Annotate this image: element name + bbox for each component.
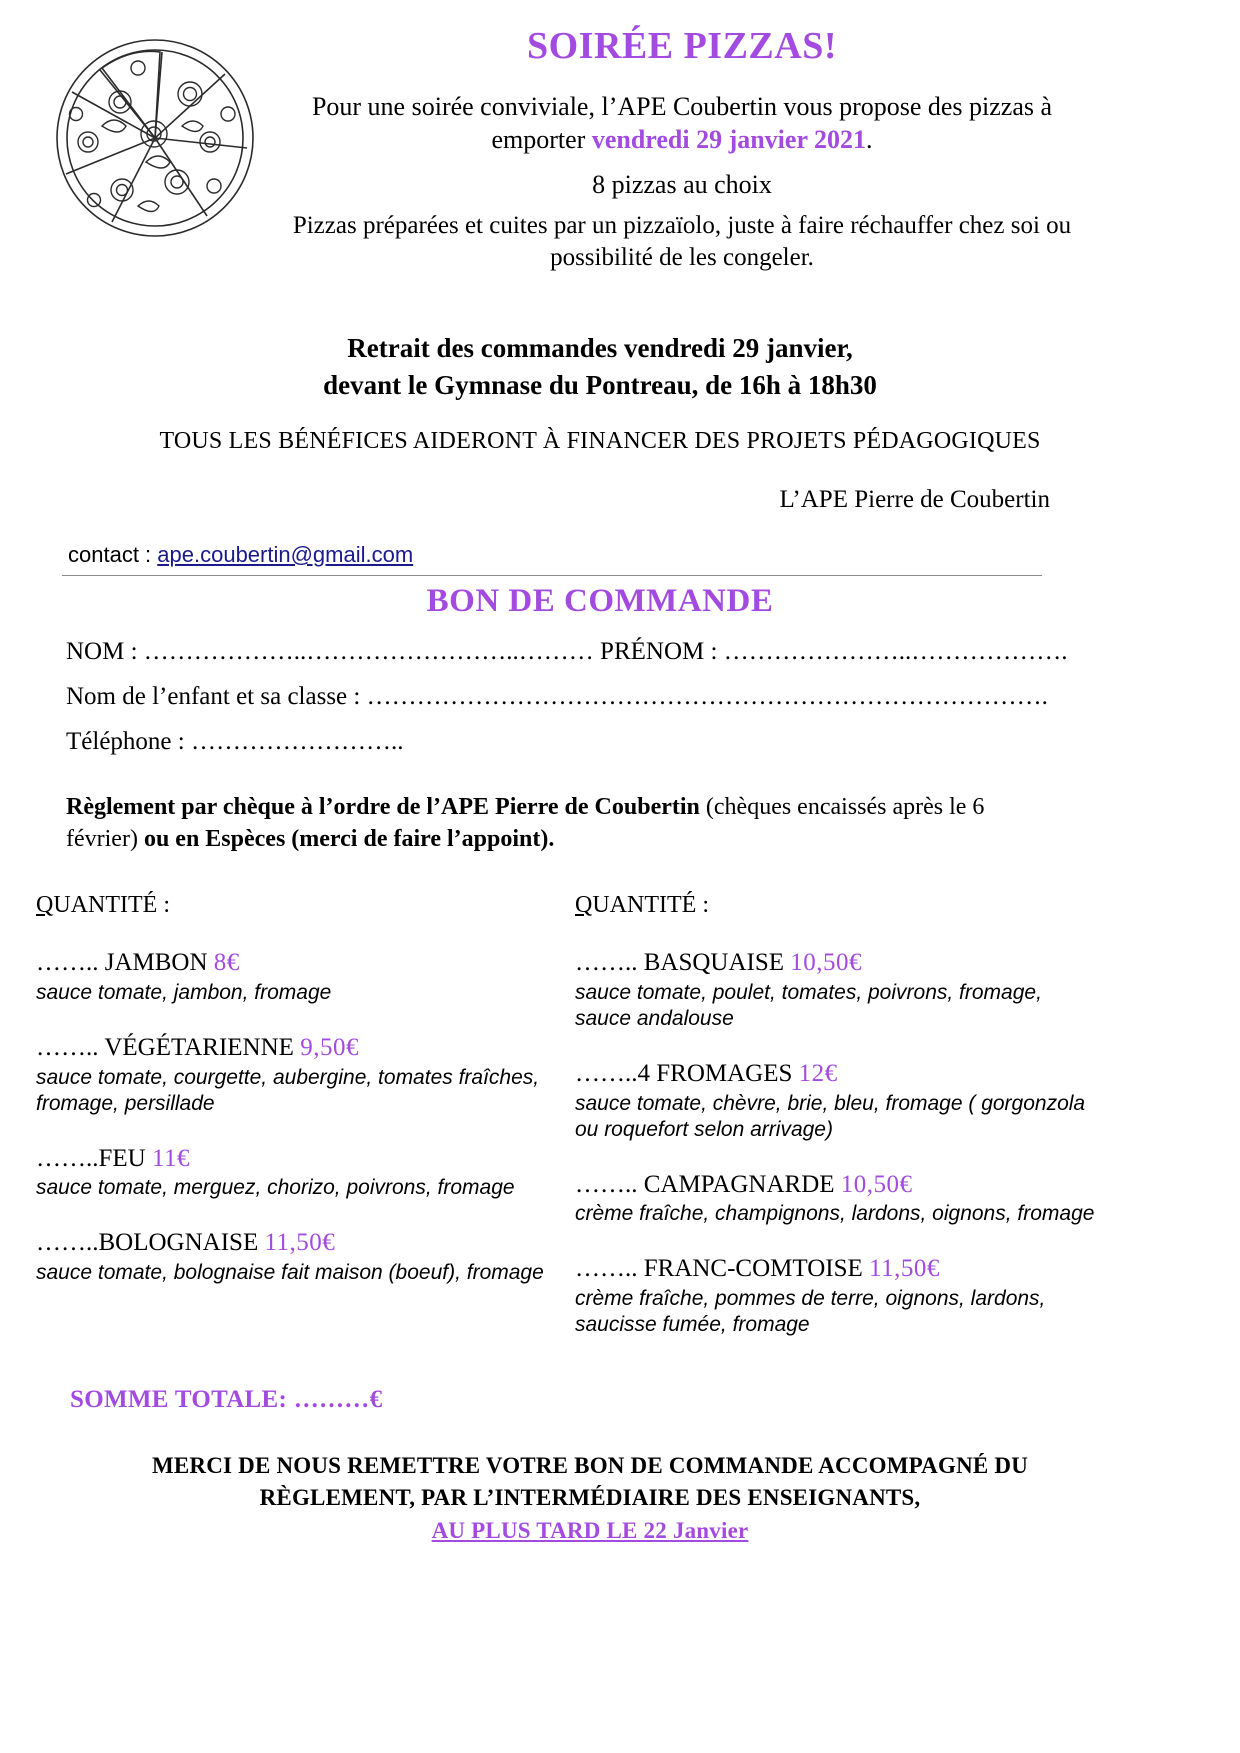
pizza-quantity-line[interactable]: …….. [36, 1229, 99, 1257]
intro-text-part1: Pour une soirée conviviale, l’APE Coubertin vous propose des pizzas à emporter [311, 91, 1053, 155]
order-form-title: BON DE COMMANDE [426, 583, 774, 619]
pizza-quantity-line[interactable]: …….. [36, 949, 105, 976]
event-date: vendredi 29 janvier 2021 [591, 125, 867, 155]
pizza-name-row [36, 1229, 546, 1258]
pizza-label: CAMPAGNARDE [643, 1170, 841, 1198]
pizza-name-row [36, 1034, 546, 1063]
header-block [282, 26, 1082, 274]
intro-text-part2: . [866, 125, 873, 155]
contact-label: contact : [68, 542, 158, 567]
pizza-price: 10,50€ [790, 949, 863, 976]
pizza-quantity-line[interactable]: …….. [575, 1170, 644, 1198]
pizza-name-row [36, 1145, 546, 1174]
intro-paragraph [282, 90, 1082, 157]
pizza-item [575, 949, 1095, 1032]
pizza-count-line: 8 pizzas au choix [592, 170, 772, 200]
pizza-price: 11,50€ [264, 1229, 336, 1257]
quantity-header-left-underline: Q [36, 892, 54, 918]
pizza-price: 11€ [151, 1144, 191, 1172]
phone-input-line[interactable]: …………………….. [190, 728, 404, 755]
pizza-price: 9,50€ [300, 1033, 359, 1061]
field-telephone [66, 728, 403, 756]
pickup-line-2: devant le Gymnase du Pontreau, de 16h à 18h30 [323, 370, 877, 401]
footer-deadline: AU PLUS TARD LE 22 Janvier [431, 1518, 749, 1544]
pizza-label: 4 FROMAGES [637, 1059, 799, 1087]
payment-instructions [66, 792, 1056, 855]
pizza-description: sauce tomate, poulet, tomates, poivrons, fromage, sauce andalouse [575, 980, 1042, 1030]
pizza-name-row [36, 949, 546, 978]
pizza-name-row [575, 949, 1095, 978]
pizza-item [36, 949, 546, 1006]
pizza-description: sauce tomate, chèvre, brie, bleu, fromage ( gorgonzola ou roquefort selon arrivage) [575, 1091, 1086, 1141]
pizza-item [36, 1229, 546, 1286]
pizza-label: BASQUAISE [643, 949, 791, 976]
preparation-note: Pizzas préparées et cuites par un pizzaïolo, juste à faire réchauffer chez soi ou possibilité de les congeler. [292, 212, 1072, 272]
payment-normal-1: (chèques encaissés après le 6 février) [66, 794, 985, 852]
signature-line: L’APE Pierre de Coubertin [779, 486, 1050, 513]
quantity-header-left-rest: UANTITÉ : [53, 892, 170, 918]
nom-input-line[interactable]: ………………..……………………..……… [143, 638, 594, 665]
phone-label: Téléphone : [66, 728, 191, 755]
total-input-line[interactable]: ………€ [293, 1386, 383, 1413]
pizza-description: crème fraîche, champignons, lardons, oignons, fromage [575, 1202, 1095, 1226]
pizza-item [575, 1060, 1095, 1143]
pizza-item [36, 1145, 546, 1202]
pizza-description: crème fraîche, pommes de terre, oignons, lardons, saucisse fumée, fromage [575, 1287, 1046, 1337]
horizontal-divider [62, 575, 1042, 576]
pizza-name-row [575, 1060, 1095, 1089]
total-label: SOMME TOTALE: [70, 1386, 294, 1413]
footer-line-2: RÈGLEMENT, PAR L’INTERMÉDIAIRE DES ENSEIGNANTS, [259, 1484, 921, 1510]
pizza-label: FEU [98, 1144, 152, 1172]
quantity-header-left [36, 892, 546, 919]
pizza-price: 11,50€ [869, 1255, 940, 1283]
payment-bold-2: ou en Espèces (merci de faire l’appoint). [137, 825, 555, 852]
pizza-name-row [575, 1171, 1095, 1200]
child-label: Nom de l’enfant et sa classe : [66, 683, 367, 710]
prenom-label: PRÉNOM : [593, 638, 724, 665]
page-title: SOIRÉE PIZZAS! [526, 25, 838, 67]
pizza-quantity-line[interactable]: …….. [36, 1144, 99, 1172]
pizza-item [575, 1255, 1095, 1338]
pizza-item [575, 1171, 1095, 1228]
pizza-label: BOLOGNAISE [98, 1229, 265, 1257]
benefits-statement: TOUS LES BÉNÉFICES AIDERONT À FINANCER DES PROJETS PÉDAGOGIQUES [159, 428, 1041, 454]
pizza-price: 10,50€ [840, 1170, 913, 1198]
child-input-line[interactable]: ………………………………………………………………………. [366, 683, 1048, 710]
pizza-label: FRANC-COMTOISE [643, 1255, 870, 1283]
pizza-quantity-line[interactable]: …….. [575, 1255, 644, 1283]
nom-label: NOM : [66, 638, 144, 665]
pizza-description: sauce tomate, merguez, chorizo, poivrons, fromage [36, 1176, 515, 1200]
contact-email-link[interactable]: ape.coubertin@gmail.com [157, 542, 414, 567]
footer-line-1: MERCI DE NOUS REMETTRE VOTRE BON DE COMMANDE ACCOMPAGNÉ DU [151, 1453, 1029, 1478]
pizza-description: sauce tomate, bolognaise fait maison (boeuf), fromage [36, 1261, 544, 1285]
pickup-info [110, 330, 1090, 405]
payment-bold-1: Règlement par chèque à l’ordre de l’APE Pierre de Coubertin [66, 794, 706, 820]
pizza-price: 8€ [213, 949, 240, 976]
pizza-description: sauce tomate, jambon, fromage [36, 980, 332, 1004]
pizza-quantity-line[interactable]: …….. [575, 1059, 638, 1087]
pizza-quantity-line[interactable]: …….. [575, 949, 644, 976]
pizza-column-right [575, 892, 1095, 1366]
pizza-label: VÉGÉTARIENNE [104, 1033, 301, 1061]
quantity-header-right-underline: Q [575, 892, 593, 918]
footer-note [80, 1450, 1100, 1547]
quantity-header-right [575, 892, 1095, 919]
pizza-quantity-line[interactable]: …….. [36, 1033, 105, 1061]
pizza-illustration [42, 22, 268, 248]
contact-line [68, 542, 413, 568]
pickup-line-1: Retrait des commandes vendredi 29 janvier, [347, 333, 853, 363]
pizza-label: JAMBON [104, 949, 214, 976]
pizza-item [36, 1034, 546, 1117]
field-child-class [66, 683, 1048, 711]
pizza-name-row [575, 1255, 1095, 1284]
pizza-column-left [36, 892, 546, 1314]
pizza-description: sauce tomate, courgette, aubergine, tomates fraîches, fromage, persillade [36, 1065, 540, 1115]
prenom-input-line[interactable]: …………………..………………. [723, 638, 1068, 665]
quantity-header-right-rest: UANTITÉ : [592, 892, 709, 918]
pizza-price: 12€ [798, 1059, 838, 1087]
total-amount-row [70, 1386, 382, 1414]
field-nom-prenom [66, 638, 1067, 666]
